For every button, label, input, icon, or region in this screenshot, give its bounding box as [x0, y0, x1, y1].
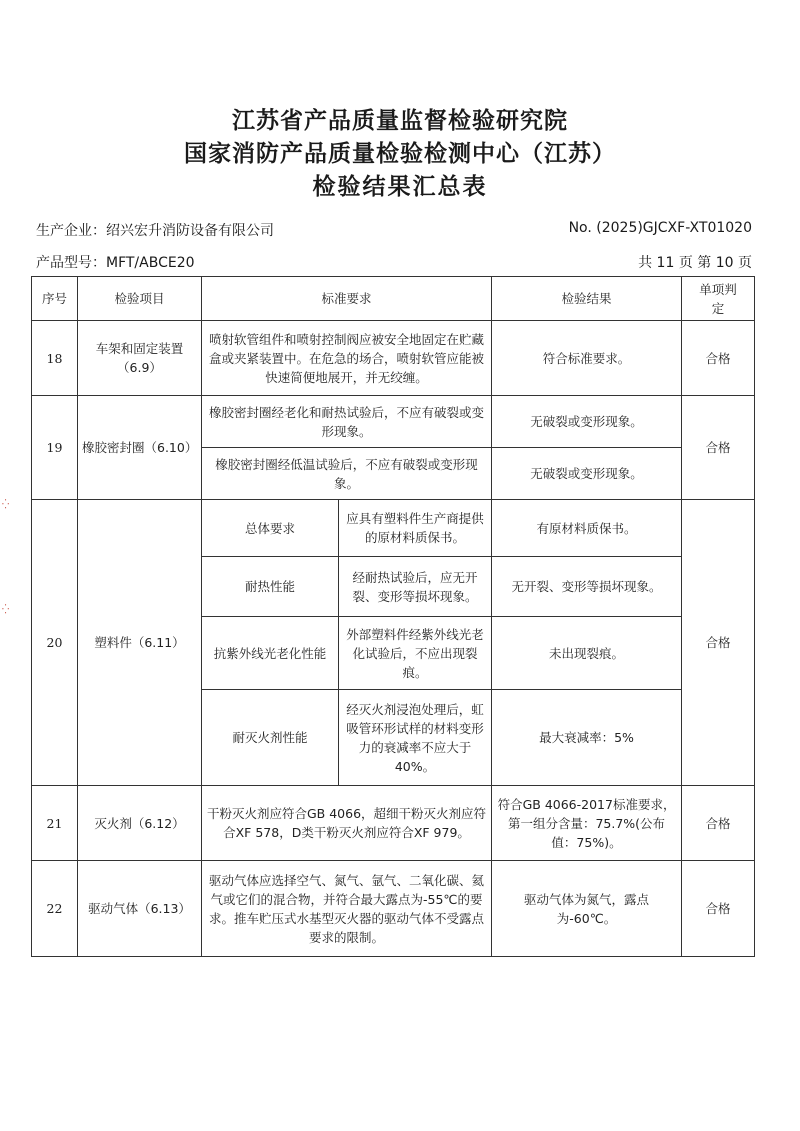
page-indicator: 共 11 页 第 10 页 — [638, 255, 752, 271]
row-item: 驱动气体（6.13） — [78, 861, 202, 957]
header-seq: 序号 — [32, 277, 78, 321]
sub-item-result: 最大衰减率：5% — [492, 690, 682, 786]
row-result: 驱动气体为氮气，露点为-60℃。 — [492, 861, 682, 957]
table-row — [32, 500, 755, 557]
sub-item-standard: 经灭火剂浸泡处理后，虹吸管环形试样的材料变形力的衰减率不应大于40%。 — [339, 690, 492, 786]
sub-item-standard: 外部塑料件经紫外线光老化试验后，不应出现裂痕。 — [339, 617, 492, 690]
sub-item-name: 耐灭火剂性能 — [202, 690, 339, 786]
row-result: 符合标准要求。 — [492, 321, 682, 396]
header-result: 检验结果 — [492, 277, 682, 321]
row-result: 无破裂或变形现象。 — [492, 448, 682, 500]
row-verdict: 合格 — [682, 500, 755, 786]
sub-item-name: 总体要求 — [202, 500, 339, 557]
row-standard: 驱动气体应选择空气、氮气、氩气、二氧化碳、氦气或它们的混合物，并符合最大露点为-55℃的要求。推车贮压式水基型灭火器的驱动气体不受露点要求的限制。 — [202, 861, 492, 957]
sub-item-name: 耐热性能 — [202, 557, 339, 617]
row-item: 车架和固定装置（6.9） — [78, 321, 202, 396]
results-table — [31, 276, 755, 957]
row-result: 无破裂或变形现象。 — [492, 396, 682, 448]
sub-item-result: 未出现裂痕。 — [492, 617, 682, 690]
report-header — [0, 104, 800, 204]
header-standard: 标准要求 — [202, 277, 492, 321]
sub-item-standard: 经耐热试验后，应无开裂、变形等损坏现象。 — [339, 557, 492, 617]
row-seq: 21 — [32, 786, 78, 861]
row-verdict: 合格 — [682, 861, 755, 957]
row-standard: 橡胶密封圈经老化和耐热试验后，不应有破裂或变形现象。 — [202, 396, 492, 448]
row-standard: 干粉灭火剂应符合GB 4066，超细干粉灭火剂应符合XF 578，D类干粉灭火剂应符合XF 979。 — [202, 786, 492, 861]
row-verdict: 合格 — [682, 321, 755, 396]
row-seq: 20 — [32, 500, 78, 786]
row-item: 灭火剂（6.12） — [78, 786, 202, 861]
table-row — [32, 396, 755, 448]
row-seq: 19 — [32, 396, 78, 500]
sub-item-result: 有原材料质保书。 — [492, 500, 682, 557]
title-institute: 江苏省产品质量监督检验研究院 — [232, 107, 568, 134]
table-row — [32, 861, 755, 957]
header-verdict: 单项判定 — [682, 277, 755, 321]
title-center: 国家消防产品质量检验检测中心（江苏） — [184, 140, 616, 167]
seal-edge-mark: ⁛ — [2, 500, 10, 510]
row-seq: 22 — [32, 861, 78, 957]
header-item: 检验项目 — [78, 277, 202, 321]
sub-item-standard: 应具有塑料件生产商提供的原材料质保书。 — [339, 500, 492, 557]
manufacturer-label: 生产企业：绍兴宏升消防设备有限公司 — [36, 223, 274, 239]
row-item: 橡胶密封圈（6.10） — [78, 396, 202, 500]
table-row — [32, 321, 755, 396]
sub-item-name: 抗紫外线光老化性能 — [202, 617, 339, 690]
table-row — [32, 786, 755, 861]
row-standard: 喷射软管组件和喷射控制阀应被安全地固定在贮藏盒或夹紧装置中。在危急的场合，喷射软管应能被快速简便地展开，并无绞缠。 — [202, 321, 492, 396]
seal-edge-mark: ⁛ — [2, 605, 10, 615]
sub-item-result: 无开裂、变形等损坏现象。 — [492, 557, 682, 617]
row-standard: 橡胶密封圈经低温试验后，不应有破裂或变形现象。 — [202, 448, 492, 500]
title-summary: 检验结果汇总表 — [312, 173, 488, 200]
report-number: No. (2025)GJCXF-XT01020 — [568, 220, 752, 236]
row-verdict: 合格 — [682, 786, 755, 861]
row-seq: 18 — [32, 321, 78, 396]
product-model: 产品型号：MFT/ABCE20 — [36, 255, 195, 271]
table-header-row — [32, 277, 755, 321]
row-result: 符合GB 4066-2017标准要求，第一组分含量：75.7%(公布值：75%)。 — [492, 786, 682, 861]
row-item: 塑料件（6.11） — [78, 500, 202, 786]
row-verdict: 合格 — [682, 396, 755, 500]
